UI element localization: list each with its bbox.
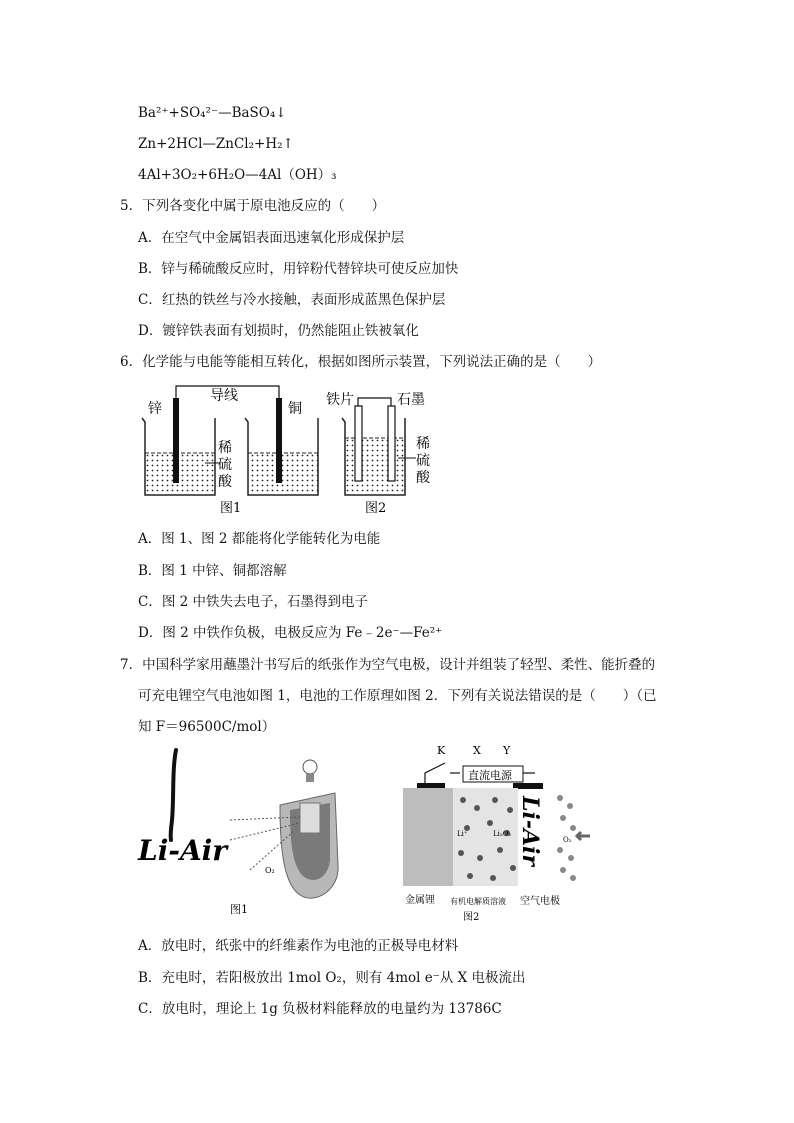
arrow-left-icon (577, 832, 590, 840)
option-d: 4Al+3O₂+6H₂O—4Al（OH）₃ (138, 167, 337, 183)
q6-option-b: B．图 1 中锌、铜都溶解 (138, 563, 287, 579)
q7-figure-2 (395, 738, 595, 928)
fig1-script: Li-Air (138, 834, 228, 867)
fig2-acid-label-3: 酸 (416, 470, 430, 486)
option-c: Zn+2HCl—ZnCl₂+H₂↑ (138, 136, 294, 152)
metal-label: 金属锂 (405, 895, 435, 906)
zinc-electrode (173, 398, 179, 483)
li2o2-label: Li₂O₂ (493, 830, 512, 838)
electrolyte-label: 有机电解质溶液 (450, 897, 506, 906)
brush-icon (171, 750, 176, 840)
fig2-caption: 图2 (365, 501, 387, 516)
option-b: Ba²⁺+SO₄²⁻—BaSO₄↓ (138, 105, 287, 121)
q7-option-b: B．充电时，若阳极放出 1mol O₂，则有 4mol e⁻从 X 电极流出 (138, 970, 526, 986)
fig2-acid-label-2: 硫 (416, 453, 430, 469)
q5-stem: 5．下列各变化中属于原电池反应的（ ） (120, 198, 386, 214)
q7-option-c: C．放电时，理论上 1g 负极材料能释放的电量约为 13786C (138, 1001, 502, 1017)
wire-label: 导线 (210, 388, 238, 404)
y-label: Y (503, 744, 511, 757)
x-label: X (473, 744, 481, 757)
lithium-metal (403, 788, 453, 886)
copper-electrode (276, 398, 282, 483)
q5-option-d: D．镀锌铁表面有划损时，仍然能阻止铁被氧化 (138, 323, 419, 339)
q7-stem-line-2: 可充电锂空气电池如图 1，电池的工作原理如图 2．下列有关说法错误的是（ ）（已 (138, 688, 657, 704)
q7-fig2-caption: 图2 (463, 912, 480, 923)
k-label: K (437, 744, 446, 757)
iron-label: 铁片 (326, 392, 354, 408)
copper-label: 铜 (288, 401, 302, 417)
q5-option-c: C．红热的铁丝与冷水接触，表面形成蓝黑色保护层 (138, 292, 446, 308)
q7-stem-line-1: 7．中国科学家用蘸墨汁书写后的纸张作为空气电极，设计并组装了轻型、柔性、能折叠的 (120, 657, 656, 673)
o2-label: O₂ (563, 836, 572, 844)
q6-option-d: D．图 2 中铁作负极，电极反应为 Fe﹣2e⁻—Fe²⁺ (138, 625, 443, 641)
q6-option-c: C．图 2 中铁失去电子，石墨得到电子 (138, 594, 369, 610)
q6-stem: 6．化学能与电能等能相互转化，根据如图所示装置，下列说法正确的是（ ） (120, 354, 602, 370)
graphite-electrode (388, 406, 395, 481)
fig2-script: Li-Air (517, 796, 543, 866)
fig1-acid-label-2: 硫 (218, 457, 232, 473)
q6-figure (130, 378, 450, 518)
fig1-caption: 图1 (220, 501, 242, 516)
q7-option-a: A．放电时，纸张中的纤维素作为电池的正极导电材料 (138, 938, 459, 954)
air-electrode-label: 空气电极 (520, 896, 560, 907)
fig1-acid-label-1: 稀 (218, 440, 232, 456)
q5-option-a: A．在空气中金属铝表面迅速氧化形成保护层 (138, 230, 405, 246)
q7-figure-1 (130, 745, 380, 920)
q7-fig1-caption: 图1 (230, 903, 248, 916)
q5-option-b: B．锌与稀硫酸反应时，用锌粉代替锌块可使反应加快 (138, 261, 459, 277)
fig1-acid-label-3: 酸 (218, 474, 232, 490)
iron-electrode (355, 406, 362, 481)
fig2-acid-label-1: 稀 (416, 436, 430, 452)
lightbulb-icon (303, 760, 317, 782)
li-ion-label: Li⁺ (457, 830, 468, 838)
zinc-label: 锌 (148, 401, 162, 417)
fig1-o2-label: O₂ (265, 866, 275, 875)
supply-label: 直流电源 (468, 769, 512, 782)
q6-option-a: A．图 1、图 2 都能将化学能转化为电能 (138, 531, 381, 547)
graphite-label: 石墨 (397, 392, 425, 408)
q7-stem-line-3: 知 F＝96500C/mol） (138, 719, 276, 735)
